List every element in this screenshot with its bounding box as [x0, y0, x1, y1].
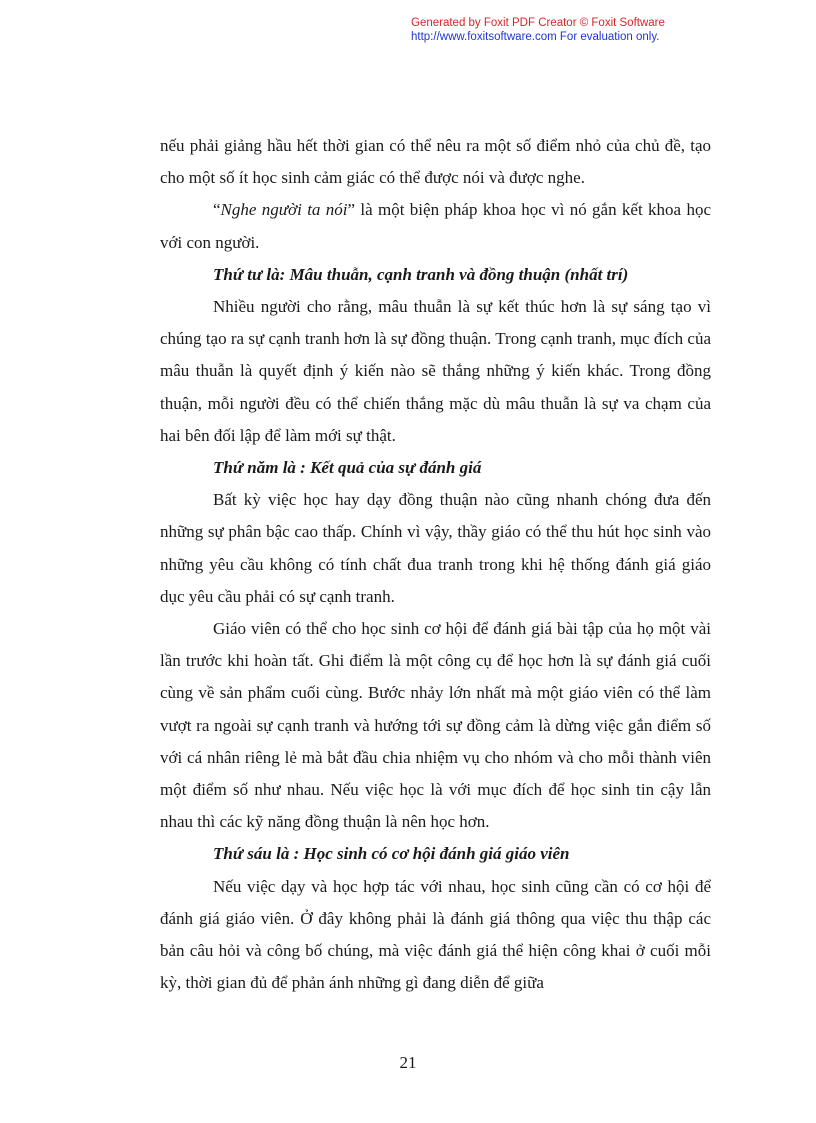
open-quote: “ — [213, 200, 221, 220]
section-heading-4: Thứ tư là: Mâu thuẫn, cạnh tranh và đồng thuận (nhất trí) — [213, 264, 629, 284]
paragraph-3: Nhiều người cho rằng, mâu thuẫn là sự kết thúc hơn là sự sáng tạo vì chúng tạo ra sự cạnh tranh hơn là sự đồng thuận. Trong cạnh tranh, mục đích của mâu thuẫn là quyết định ý kiến nào sẽ thắng những ý kiến khác. Trong đồng thuận, mỗi người đều có thể chiến thắng mặc dù mâu thuẫn là sự va chạm của hai bên đối lập để làm mới sự thật. — [160, 297, 711, 445]
paragraph-2-rest: ” là một biện pháp khoa học vì nó gắn kết khoa học với con người. — [160, 200, 711, 252]
paragraph-5: Giáo viên có thể cho học sinh cơ hội để đánh giá bài tập của họ một vài lần trước khi hoàn tất. Ghi điểm là một công cụ để học hơn là sự đánh giá cuối cùng về sản phẩm cuối cùng. Bước nhảy lớn nhất mà một giáo viên có thể làm vượt ra ngoài sự cạnh tranh và hướng tới sự đồng cảm là dừng việc gắn điểm số với cá nhân riêng lẻ mà bắt đầu chia nhiệm vụ cho nhóm và cho mỗi thành viên một điểm số như nhau. Nếu việc học là với mục đích để học sinh tin cậy lẫn nhau thì các kỹ năng đồng thuận là nên học hơn. — [160, 619, 711, 832]
paragraph-2 — [160, 194, 711, 258]
document-body — [160, 130, 711, 999]
paragraph-4: Bất kỳ việc học hay dạy đồng thuận nào cũng nhanh chóng đưa đến những sự phân bậc cao thấp. Chính vì vậy, thầy giáo có thể thu hút học sinh vào những yêu cầu không có tính chất đua tranh trong khi hệ thống đánh giá giáo dục yêu cầu phải có sự cạnh tranh. — [160, 490, 711, 606]
paragraph-1: nếu phải giảng hầu hết thời gian có thể nêu ra một số điểm nhỏ của chủ đề, tạo cho một số ít học sinh cảm giác có thể được nói và được nghe. — [160, 136, 711, 188]
watermark-line-url: http://www.foxitsoftware.com For evaluation only. — [411, 31, 660, 43]
watermark-line-generated: Generated by Foxit PDF Creator © Foxit Software — [411, 17, 665, 29]
foxit-watermark — [411, 16, 665, 44]
quoted-phrase: Nghe người ta nói — [220, 200, 348, 220]
section-heading-5: Thứ năm là : Kết quả của sự đánh giá — [213, 458, 482, 478]
page-number: 21 — [399, 1053, 417, 1072]
section-heading-6: Thứ sáu là : Học sinh có cơ hội đánh giá giáo viên — [213, 844, 570, 864]
paragraph-6: Nếu việc dạy và học hợp tác với nhau, học sinh cũng cần có cơ hội để đánh giá giáo viên. Ở đây không phải là đánh giá thông qua việc thu thập các bản câu hỏi và công bố chúng, mà việc đánh giá thể hiện công khai ở cuối mỗi kỳ, thời gian đủ để phản ánh những gì đang diễn để giữa — [160, 876, 711, 993]
